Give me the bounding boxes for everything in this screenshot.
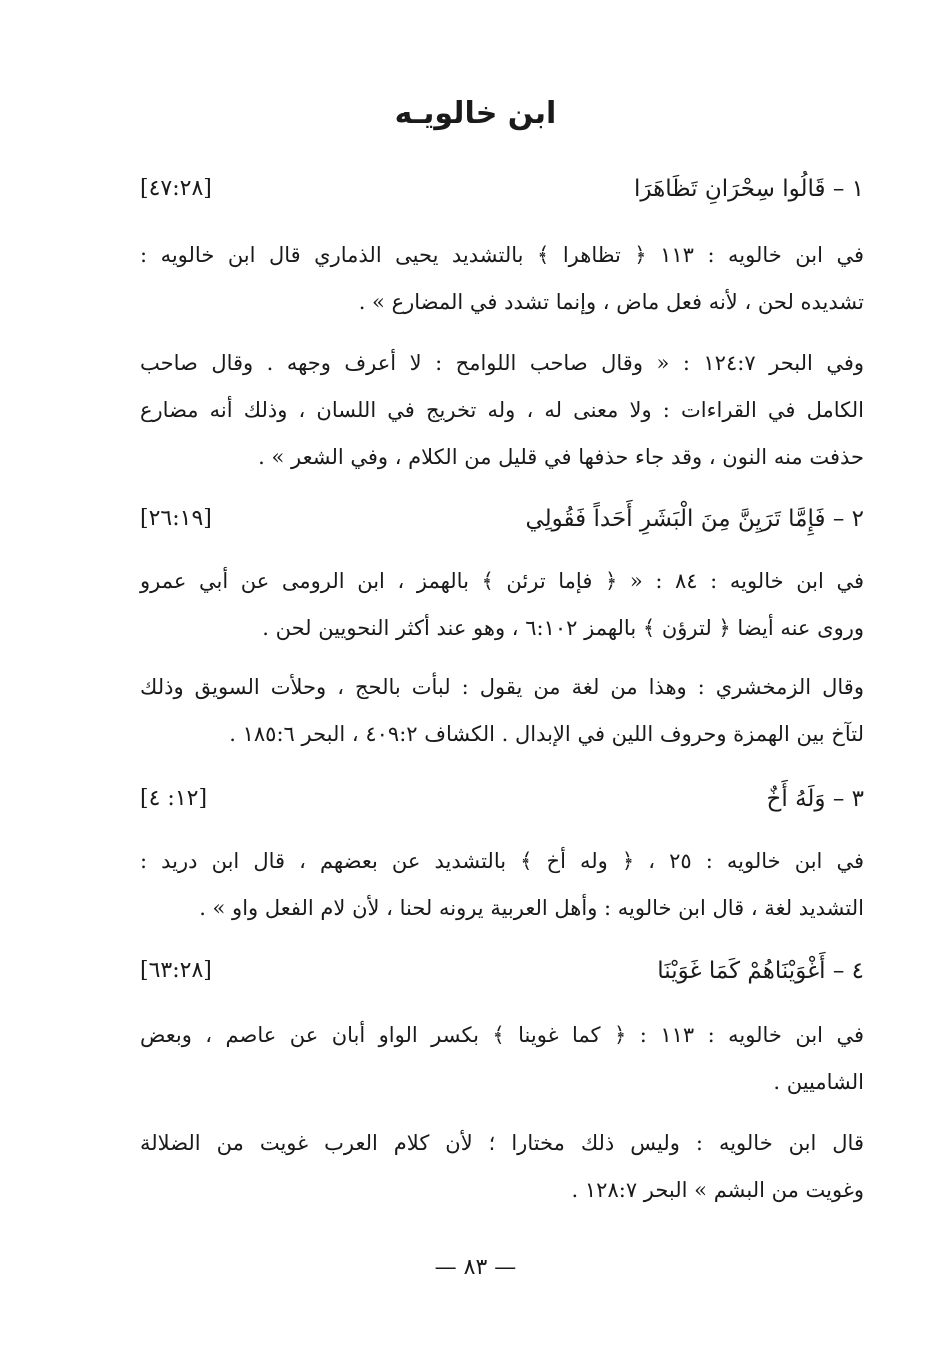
verse-reference: [٢٦:١٩] xyxy=(140,506,212,531)
paragraph-line: في ابن خالويه : ٢٥ ، ﴿ وله أخ ﴾ بالتشديد عن بعضهم ، قال ابن دريد : xyxy=(140,849,865,873)
entry-1 xyxy=(140,166,864,212)
verse-reference: [٤٧:٢٨] xyxy=(140,176,212,201)
verse-text: ٢ – فَإِمَّا تَرَيِنَّ مِنَ الْبَشَرِ أَحَداً فَقُولِي xyxy=(525,506,864,532)
commentary-paragraph xyxy=(140,340,864,481)
paragraph-line: وروى عنه أيضا ﴿ لترؤن ﴾ بالهمز ٦:١٠٢ ، وهو عند أكثر النحويين لحن . xyxy=(262,616,864,640)
commentary-paragraph xyxy=(140,232,864,326)
entry-3 xyxy=(140,776,864,822)
paragraph-line: الكامل في القراءات : ولا معنى له ، وله تخريج في اللسان ، وذلك أنه مضارع xyxy=(140,398,864,422)
verse-text: ٤ – أَغْوَيْنَاهُمْ كَمَا غَوَيْنَا xyxy=(657,958,864,984)
commentary-paragraph xyxy=(140,664,864,758)
entry-2 xyxy=(140,496,864,542)
paragraph-line: تشديده لحن ، لأنه فعل ماض ، وإنما تشدد في المضارع » . xyxy=(358,290,864,314)
commentary-paragraph xyxy=(140,1120,864,1214)
commentary-paragraph xyxy=(140,838,864,932)
entry-4 xyxy=(140,948,864,994)
commentary-paragraph xyxy=(140,558,864,652)
paragraph-line: وقال الزمخشري : وهذا من لغة من يقول : لبأت بالحج ، وحلأت السويق وذلك xyxy=(140,675,864,699)
paragraph-line: الشاميين . xyxy=(773,1070,864,1094)
verse-text: ٣ – وَلَهُ أَخٌ xyxy=(766,786,864,812)
paragraph-line: حذفت منه النون ، وقد جاء حذفها في قليل من الكلام ، وفي الشعر » . xyxy=(258,445,864,469)
commentary-paragraph xyxy=(140,1012,864,1106)
page-number: — ٨٣ — xyxy=(434,1255,517,1280)
verse-reference: [١٢: ٤] xyxy=(140,786,208,811)
paragraph-line: في ابن خالويه : ١١٣ : ﴿ كما غوينا ﴾ بكسر الواو أبان عن عاصم ، وبعض xyxy=(140,1023,864,1047)
paragraph-line: التشديد لغة ، قال ابن خالويه : وأهل العربية يرونه لحنا ، لأن لام الفعل واو » . xyxy=(199,896,864,920)
entry-heading xyxy=(140,496,864,542)
entry-heading xyxy=(140,166,864,212)
paragraph-line: وغويت من البشم » البحر ١٢٨:٧ . xyxy=(571,1178,864,1202)
verse-text: ١ – قَالُوا سِحْرَانِ تَظَاهَرَا xyxy=(634,176,864,202)
entry-heading xyxy=(140,776,864,822)
entry-heading xyxy=(140,948,864,994)
paragraph-line: في ابن خالويه : ١١٣ ﴿ تظاهرا ﴾ بالتشديد يحيى الذماري قال ابن خالويه : xyxy=(140,243,864,267)
paragraph-line: وفي البحر ١٢٤:٧ : « وقال صاحب اللوامح : لا أعرف وجهه . وقال صاحب xyxy=(140,351,864,375)
paragraph-line: قال ابن خالويه : وليس ذلك مختارا ؛ لأن كلام العرب غويت من الضلالة xyxy=(140,1131,864,1155)
paragraph-line: في ابن خالويه : ٨٤ : « ﴿ فإما ترئن ﴾ بالهمز ، ابن الرومى عن أبي عمرو xyxy=(140,569,864,593)
verse-reference: [٦٣:٢٨] xyxy=(140,958,212,983)
paragraph-line: لتآخ بين الهمزة وحروف اللين في الإبدال . الكشاف ٤٠٩:٢ ، البحر ١٨٥:٦ . xyxy=(229,722,864,746)
page-title: ابن خالويـه xyxy=(394,96,557,131)
